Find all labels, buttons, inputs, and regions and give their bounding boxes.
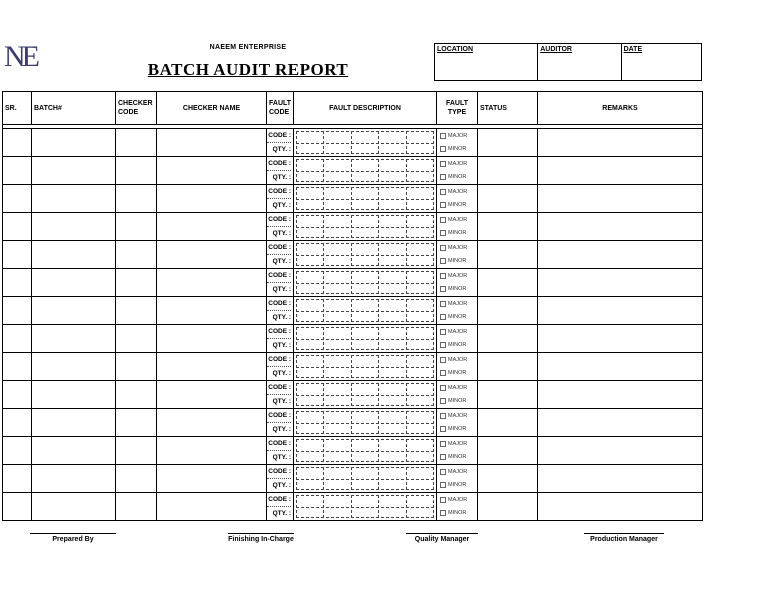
major-option[interactable] <box>440 297 477 310</box>
fault-type-cell <box>437 269 478 297</box>
minor-label: MINOR <box>448 397 467 404</box>
batch-cell[interactable] <box>32 437 116 465</box>
audit-table <box>2 91 703 521</box>
fault-code-cell <box>267 157 294 185</box>
fault-code-cell <box>267 437 294 465</box>
header-row <box>3 92 703 125</box>
remarks-cell[interactable] <box>538 381 703 409</box>
qty-label: QTY. : <box>267 142 291 156</box>
table-row <box>3 353 703 381</box>
table-row <box>3 493 703 521</box>
fault-code-cell <box>267 353 294 381</box>
checker-code-cell[interactable] <box>116 493 157 521</box>
fault-code-cell <box>267 409 294 437</box>
batch-cell[interactable] <box>32 353 116 381</box>
major-option[interactable] <box>440 465 477 478</box>
checker-code-cell[interactable] <box>116 129 157 157</box>
major-label: MAJOR <box>448 300 468 307</box>
fault-code-cell <box>267 129 294 157</box>
status-cell[interactable] <box>478 493 538 521</box>
batch-cell[interactable] <box>32 185 116 213</box>
major-checkbox[interactable] <box>440 469 446 475</box>
minor-checkbox[interactable] <box>440 370 446 376</box>
status-cell[interactable] <box>478 409 538 437</box>
fault-description-cell[interactable] <box>294 241 437 269</box>
major-label: MAJOR <box>448 272 468 279</box>
remarks-cell[interactable] <box>538 157 703 185</box>
qty-label: QTY. : <box>267 394 291 408</box>
minor-option[interactable] <box>440 226 477 239</box>
status-cell[interactable] <box>478 157 538 185</box>
status-cell[interactable] <box>478 353 538 381</box>
batch-cell[interactable] <box>32 465 116 493</box>
report-title: BATCH AUDIT REPORT <box>147 60 349 79</box>
minor-checkbox[interactable] <box>440 454 446 460</box>
major-option[interactable] <box>440 381 477 394</box>
col-status: STATUS <box>478 92 538 125</box>
prepared-by-label: Prepared By <box>52 536 94 543</box>
remarks-cell[interactable] <box>538 129 703 157</box>
table-row <box>3 409 703 437</box>
col-checker-name: CHECKER NAME <box>157 92 267 125</box>
finishing-signature <box>228 533 294 543</box>
fault-code-cell <box>267 241 294 269</box>
major-label: MAJOR <box>448 244 468 251</box>
checker-code-cell[interactable] <box>116 325 157 353</box>
major-option[interactable] <box>440 185 477 198</box>
major-option[interactable] <box>440 325 477 338</box>
date-label: DATE <box>623 46 643 53</box>
major-label: MAJOR <box>448 496 468 503</box>
sr-cell[interactable] <box>3 465 32 493</box>
qty-label: QTY. : <box>267 226 291 240</box>
batch-cell[interactable] <box>32 297 116 325</box>
fault-code-cell <box>267 381 294 409</box>
minor-option[interactable] <box>440 422 477 435</box>
checker-code-cell[interactable] <box>116 297 157 325</box>
minor-label: MINOR <box>448 425 467 432</box>
table-row <box>3 465 703 493</box>
company-name: NAEEM ENTERPRISE <box>209 44 287 51</box>
fault-description-cell[interactable] <box>294 465 437 493</box>
table-row <box>3 325 703 353</box>
minor-checkbox[interactable] <box>440 398 446 404</box>
minor-option[interactable] <box>440 198 477 211</box>
table-row <box>3 213 703 241</box>
remarks-cell[interactable] <box>538 325 703 353</box>
major-option[interactable] <box>440 493 477 506</box>
status-cell[interactable] <box>478 129 538 157</box>
fault-type-cell <box>437 409 478 437</box>
batch-cell[interactable] <box>32 381 116 409</box>
qty-label: QTY. : <box>267 310 291 324</box>
major-option[interactable] <box>440 409 477 422</box>
table-row <box>3 185 703 213</box>
production-label: Production Manager <box>590 536 658 543</box>
sr-cell[interactable] <box>3 157 32 185</box>
fault-description-cell[interactable] <box>294 409 437 437</box>
checker-name-cell[interactable] <box>157 129 267 157</box>
fault-description-cell[interactable] <box>294 437 437 465</box>
fault-code-cell <box>267 325 294 353</box>
minor-option[interactable] <box>440 282 477 295</box>
checker-code-cell[interactable] <box>116 353 157 381</box>
checker-code-cell[interactable] <box>116 157 157 185</box>
minor-label: MINOR <box>448 173 467 180</box>
major-option[interactable] <box>440 353 477 366</box>
checker-code-cell[interactable] <box>116 381 157 409</box>
col-batch: BATCH# <box>32 92 116 125</box>
minor-option[interactable] <box>440 366 477 379</box>
fault-code-cell <box>267 185 294 213</box>
checker-code-cell[interactable] <box>116 185 157 213</box>
fault-type-cell <box>437 465 478 493</box>
fault-type-cell <box>437 381 478 409</box>
fault-code-cell <box>267 269 294 297</box>
qty-label: QTY. : <box>267 366 291 380</box>
minor-label: MINOR <box>448 257 467 264</box>
minor-label: MINOR <box>448 509 467 516</box>
minor-label: MINOR <box>448 341 467 348</box>
checker-code-cell[interactable] <box>116 465 157 493</box>
code-label: CODE : <box>268 272 291 279</box>
sr-cell[interactable] <box>3 297 32 325</box>
minor-checkbox[interactable] <box>440 286 446 292</box>
fault-description-cell[interactable] <box>294 157 437 185</box>
major-checkbox[interactable] <box>440 413 446 419</box>
status-cell[interactable] <box>478 437 538 465</box>
remarks-cell[interactable] <box>538 185 703 213</box>
fault-description-cell[interactable] <box>294 269 437 297</box>
fault-description-cell[interactable] <box>294 353 437 381</box>
major-option[interactable] <box>440 157 477 170</box>
minor-option[interactable] <box>440 142 477 155</box>
major-checkbox[interactable] <box>440 329 446 335</box>
qty-label: QTY. : <box>267 506 291 520</box>
major-label: MAJOR <box>448 412 468 419</box>
minor-option[interactable] <box>440 338 477 351</box>
info-box <box>434 43 702 81</box>
quality-signature <box>406 533 478 543</box>
table-row <box>3 269 703 297</box>
code-label: CODE : <box>268 356 291 363</box>
status-cell[interactable] <box>478 297 538 325</box>
checker-name-cell[interactable] <box>157 213 267 241</box>
checker-name-cell[interactable] <box>157 297 267 325</box>
fault-code-cell <box>267 213 294 241</box>
fault-type-cell <box>437 185 478 213</box>
remarks-cell[interactable] <box>538 409 703 437</box>
major-label: MAJOR <box>448 188 468 195</box>
table-row <box>3 157 703 185</box>
fault-description-cell[interactable] <box>294 493 437 521</box>
major-option[interactable] <box>440 129 477 142</box>
minor-checkbox[interactable] <box>440 510 446 516</box>
fault-type-cell <box>437 437 478 465</box>
col-fault-code: FAULT CODE <box>267 92 294 125</box>
minor-option[interactable] <box>440 254 477 267</box>
location-field <box>435 44 538 80</box>
major-checkbox[interactable] <box>440 385 446 391</box>
major-checkbox[interactable] <box>440 273 446 279</box>
checker-name-cell[interactable] <box>157 353 267 381</box>
code-label: CODE : <box>268 328 291 335</box>
status-cell[interactable] <box>478 465 538 493</box>
production-signature <box>584 533 664 543</box>
fault-description-cell[interactable] <box>294 381 437 409</box>
fault-type-cell <box>437 241 478 269</box>
major-option[interactable] <box>440 437 477 450</box>
remarks-cell[interactable] <box>538 213 703 241</box>
minor-checkbox[interactable] <box>440 342 446 348</box>
sr-cell[interactable] <box>3 129 32 157</box>
major-label: MAJOR <box>448 440 468 447</box>
fault-description-cell[interactable] <box>294 297 437 325</box>
checker-name-cell[interactable] <box>157 465 267 493</box>
remarks-cell[interactable] <box>538 269 703 297</box>
remarks-cell[interactable] <box>538 493 703 521</box>
col-fault-description: FAULT DESCRIPTION <box>294 92 437 125</box>
sr-cell[interactable] <box>3 353 32 381</box>
minor-checkbox[interactable] <box>440 202 446 208</box>
table-row <box>3 241 703 269</box>
code-label: CODE : <box>268 412 291 419</box>
fault-description-cell[interactable] <box>294 213 437 241</box>
minor-option[interactable] <box>440 506 477 519</box>
code-label: CODE : <box>268 468 291 475</box>
status-cell[interactable] <box>478 241 538 269</box>
major-checkbox[interactable] <box>440 133 446 139</box>
checker-name-cell[interactable] <box>157 493 267 521</box>
batch-cell[interactable] <box>32 213 116 241</box>
batch-cell[interactable] <box>32 325 116 353</box>
table-row <box>3 129 703 157</box>
sr-cell[interactable] <box>3 269 32 297</box>
checker-code-cell[interactable] <box>116 213 157 241</box>
code-label: CODE : <box>268 300 291 307</box>
fault-type-cell <box>437 353 478 381</box>
fault-code-cell <box>267 493 294 521</box>
batch-cell[interactable] <box>32 241 116 269</box>
fault-description-cell[interactable] <box>294 185 437 213</box>
finishing-label: Finishing In-Charge <box>228 536 294 543</box>
checker-name-cell[interactable] <box>157 185 267 213</box>
minor-label: MINOR <box>448 145 467 152</box>
major-checkbox[interactable] <box>440 441 446 447</box>
checker-name-cell[interactable] <box>157 269 267 297</box>
minor-checkbox[interactable] <box>440 174 446 180</box>
fault-type-cell <box>437 129 478 157</box>
sr-cell[interactable] <box>3 185 32 213</box>
code-label: CODE : <box>268 496 291 503</box>
checker-name-cell[interactable] <box>157 157 267 185</box>
major-checkbox[interactable] <box>440 357 446 363</box>
checker-name-cell[interactable] <box>157 409 267 437</box>
minor-checkbox[interactable] <box>440 482 446 488</box>
sr-cell[interactable] <box>3 325 32 353</box>
minor-checkbox[interactable] <box>440 146 446 152</box>
code-label: CODE : <box>268 216 291 223</box>
minor-label: MINOR <box>448 369 467 376</box>
remarks-cell[interactable] <box>538 465 703 493</box>
checker-code-cell[interactable] <box>116 409 157 437</box>
batch-cell[interactable] <box>32 157 116 185</box>
qty-label: QTY. : <box>267 198 291 212</box>
col-remarks: REMARKS <box>538 92 703 125</box>
fault-type-cell <box>437 493 478 521</box>
fault-type-cell <box>437 157 478 185</box>
minor-checkbox[interactable] <box>440 426 446 432</box>
minor-label: MINOR <box>448 453 467 460</box>
sr-cell[interactable] <box>3 241 32 269</box>
sr-cell[interactable] <box>3 437 32 465</box>
qty-label: QTY. : <box>267 170 291 184</box>
status-cell[interactable] <box>478 269 538 297</box>
major-option[interactable] <box>440 269 477 282</box>
fault-description-cell[interactable] <box>294 325 437 353</box>
col-sr: SR. <box>3 92 32 125</box>
minor-option[interactable] <box>440 310 477 323</box>
qty-label: QTY. : <box>267 282 291 296</box>
minor-label: MINOR <box>448 229 467 236</box>
major-option[interactable] <box>440 213 477 226</box>
major-checkbox[interactable] <box>440 161 446 167</box>
minor-option[interactable] <box>440 450 477 463</box>
batch-cell[interactable] <box>32 409 116 437</box>
remarks-cell[interactable] <box>538 241 703 269</box>
table-row <box>3 437 703 465</box>
major-checkbox[interactable] <box>440 497 446 503</box>
company-logo: NE <box>4 40 36 73</box>
sr-cell[interactable] <box>3 493 32 521</box>
minor-checkbox[interactable] <box>440 258 446 264</box>
major-checkbox[interactable] <box>440 245 446 251</box>
minor-checkbox[interactable] <box>440 230 446 236</box>
major-label: MAJOR <box>448 356 468 363</box>
minor-label: MINOR <box>448 481 467 488</box>
qty-label: QTY. : <box>267 254 291 268</box>
major-label: MAJOR <box>448 384 468 391</box>
code-label: CODE : <box>268 160 291 167</box>
fault-type-cell <box>437 297 478 325</box>
code-label: CODE : <box>268 132 291 139</box>
qty-label: QTY. : <box>267 422 291 436</box>
sr-cell[interactable] <box>3 409 32 437</box>
major-checkbox[interactable] <box>440 189 446 195</box>
status-cell[interactable] <box>478 213 538 241</box>
minor-label: MINOR <box>448 313 467 320</box>
code-label: CODE : <box>268 188 291 195</box>
remarks-cell[interactable] <box>538 353 703 381</box>
batch-cell[interactable] <box>32 493 116 521</box>
minor-option[interactable] <box>440 478 477 491</box>
sr-cell[interactable] <box>3 381 32 409</box>
prepared-by-signature <box>30 533 116 543</box>
major-label: MAJOR <box>448 216 468 223</box>
major-label: MAJOR <box>448 468 468 475</box>
major-label: MAJOR <box>448 132 468 139</box>
checker-code-cell[interactable] <box>116 437 157 465</box>
status-cell[interactable] <box>478 185 538 213</box>
minor-option[interactable] <box>440 170 477 183</box>
checker-code-cell[interactable] <box>116 241 157 269</box>
remarks-cell[interactable] <box>538 437 703 465</box>
table-row <box>3 381 703 409</box>
batch-cell[interactable] <box>32 129 116 157</box>
fault-code-cell <box>267 297 294 325</box>
batch-cell[interactable] <box>32 269 116 297</box>
fault-code-cell <box>267 465 294 493</box>
code-label: CODE : <box>268 384 291 391</box>
location-label: LOCATION <box>437 46 474 53</box>
checker-name-cell[interactable] <box>157 437 267 465</box>
col-checker-code: CHECKER CODE <box>116 92 157 125</box>
sr-cell[interactable] <box>3 213 32 241</box>
fault-type-cell <box>437 213 478 241</box>
status-cell[interactable] <box>478 325 538 353</box>
col-fault-type: FAULT TYPE <box>437 92 478 125</box>
qty-label: QTY. : <box>267 338 291 352</box>
checker-name-cell[interactable] <box>157 325 267 353</box>
fault-description-cell[interactable] <box>294 129 437 157</box>
table-row <box>3 297 703 325</box>
minor-option[interactable] <box>440 394 477 407</box>
quality-label: Quality Manager <box>414 536 470 543</box>
major-checkbox[interactable] <box>440 301 446 307</box>
remarks-cell[interactable] <box>538 297 703 325</box>
code-label: CODE : <box>268 440 291 447</box>
minor-label: MINOR <box>448 201 467 208</box>
major-checkbox[interactable] <box>440 217 446 223</box>
checker-name-cell[interactable] <box>157 241 267 269</box>
code-label: CODE : <box>268 244 291 251</box>
minor-label: MINOR <box>448 285 467 292</box>
minor-checkbox[interactable] <box>440 314 446 320</box>
major-label: MAJOR <box>448 160 468 167</box>
date-field <box>622 44 701 80</box>
status-cell[interactable] <box>478 381 538 409</box>
auditor-label: AUDITOR <box>540 46 572 53</box>
qty-label: QTY. : <box>267 450 291 464</box>
checker-code-cell[interactable] <box>116 269 157 297</box>
fault-type-cell <box>437 325 478 353</box>
checker-name-cell[interactable] <box>157 381 267 409</box>
major-option[interactable] <box>440 241 477 254</box>
auditor-field <box>538 44 621 80</box>
qty-label: QTY. : <box>267 478 291 492</box>
major-label: MAJOR <box>448 328 468 335</box>
